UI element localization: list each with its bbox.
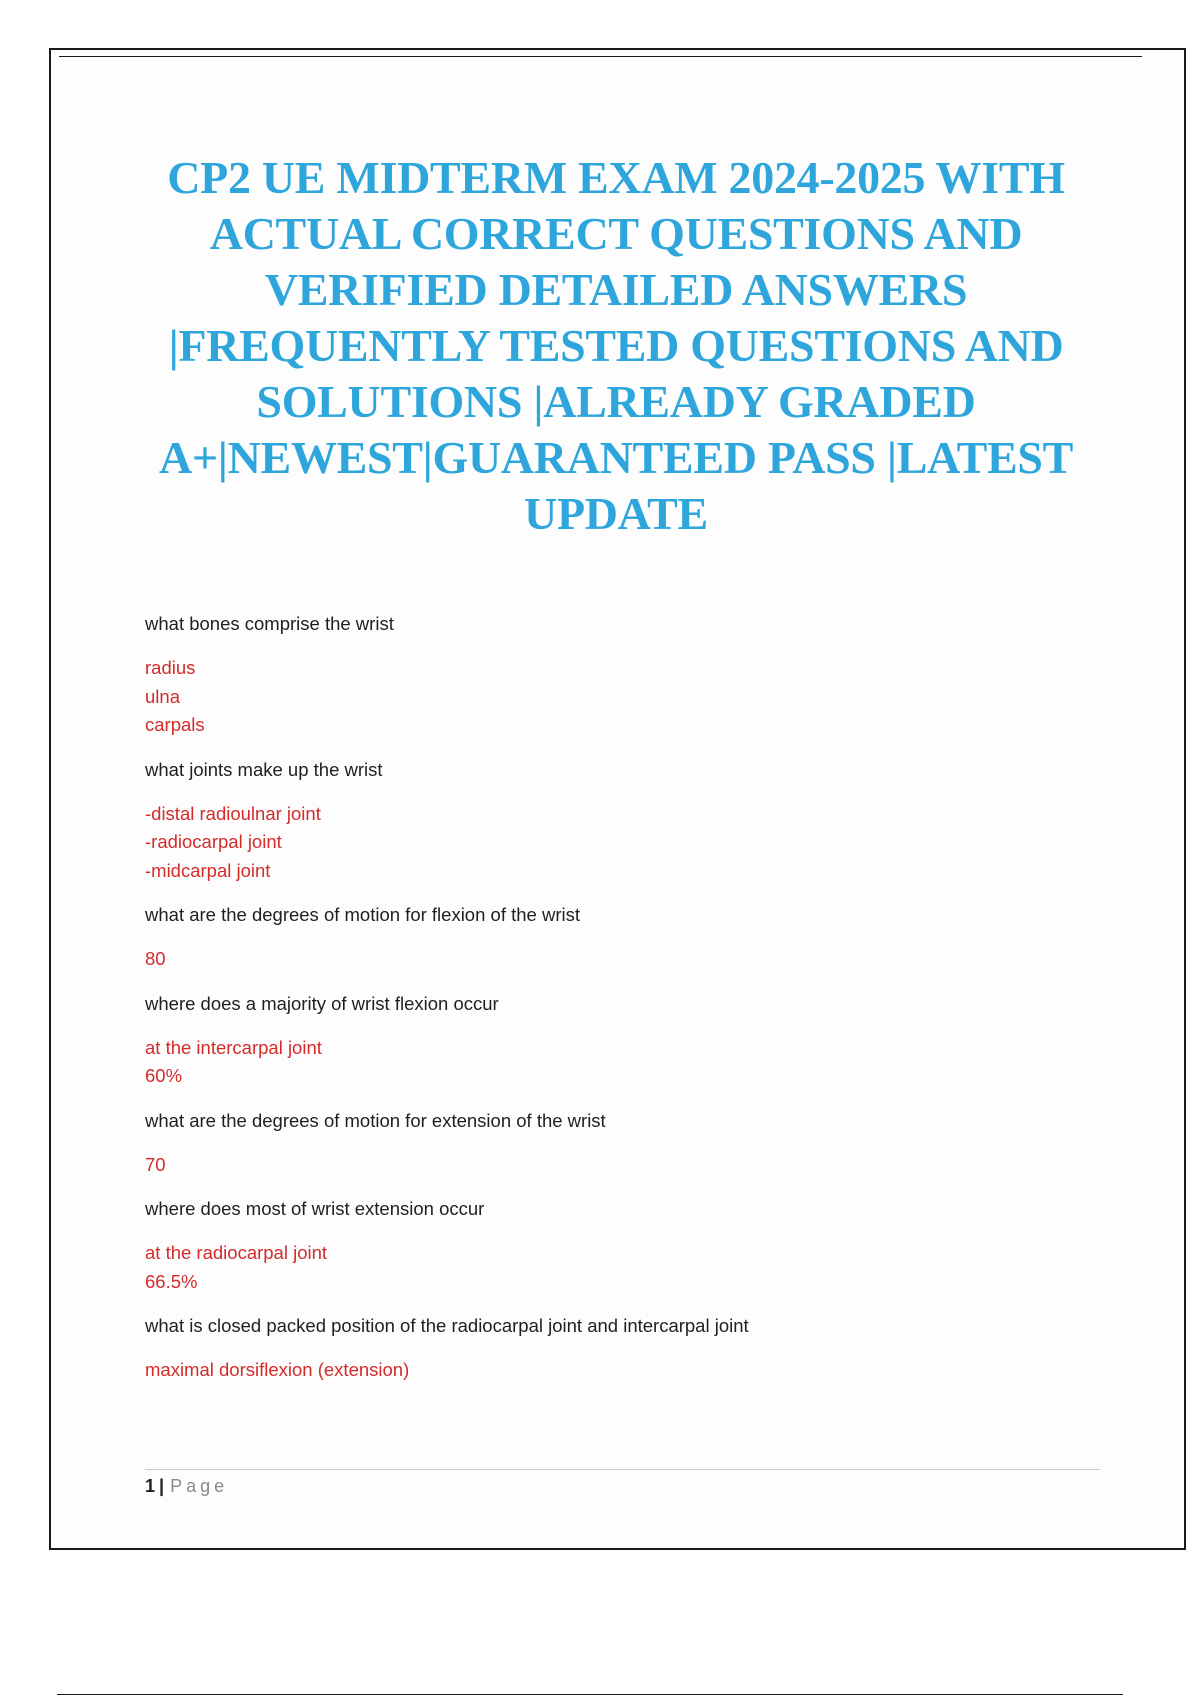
title-line: UPDATE	[524, 488, 708, 539]
qa-item	[145, 901, 1105, 974]
answer-text: 80	[145, 948, 166, 969]
answer-text: carpals	[145, 714, 205, 735]
answer-text: -distal radioulnar joint	[145, 802, 321, 824]
document-page	[49, 48, 1186, 1550]
question-text: what are the degrees of motion for flexion of the wrist	[145, 904, 580, 925]
page-label: Page	[170, 1476, 229, 1496]
question-text: what are the degrees of motion for extension of the wrist	[145, 1109, 606, 1131]
answer-text: at the radiocarpal joint	[145, 1242, 328, 1263]
page-footer	[145, 1469, 1100, 1497]
title-line: A+|NEWEST|GUARANTEED PASS |LATEST	[158, 432, 1074, 483]
qa-list	[145, 610, 1105, 1401]
question-text: what bones comprise the wrist	[145, 613, 394, 634]
answer-text: -radiocarpal joint	[145, 831, 282, 852]
answer-text: maximal dorsiflexion (extension)	[145, 1359, 410, 1380]
document-title	[111, 150, 1121, 542]
question-text: what joints make up the wrist	[145, 758, 383, 780]
answer-text: ulna	[145, 685, 180, 707]
question-text: where does a majority of wrist flexion occur	[145, 992, 499, 1014]
title-line: VERIFIED DETAILED ANSWERS	[264, 264, 968, 315]
answer-text: 70	[145, 1153, 166, 1175]
answer-text: 60%	[145, 1065, 183, 1086]
answer-block	[145, 1034, 1105, 1091]
answer-block	[145, 1239, 1105, 1296]
page-separator: |	[159, 1476, 165, 1496]
answer-block	[145, 1356, 1105, 1385]
qa-item	[145, 990, 1105, 1091]
title-line: CP2 UE MIDTERM EXAM 2024-2025 WITH	[167, 152, 1065, 203]
qa-item	[145, 1107, 1105, 1180]
title-line: ACTUAL CORRECT QUESTIONS AND	[209, 208, 1023, 259]
question-text: what is closed packed position of the radiocarpal joint and intercarpal joint	[145, 1315, 749, 1336]
answer-block	[145, 654, 1105, 740]
qa-item	[145, 756, 1105, 886]
qa-item	[145, 610, 1105, 740]
answer-text: -midcarpal joint	[145, 859, 271, 881]
title-line: |FREQUENTLY TESTED QUESTIONS AND	[168, 320, 1064, 371]
top-rule	[59, 56, 1142, 57]
question-text: where does most of wrist extension occur	[145, 1198, 485, 1219]
answer-text: at the intercarpal joint	[145, 1036, 322, 1058]
bottom-rule	[57, 1694, 1123, 1695]
page-number: 1	[145, 1476, 156, 1496]
answer-block	[145, 945, 1105, 974]
answer-block	[145, 800, 1105, 886]
answer-text: radius	[145, 657, 196, 678]
title-line: SOLUTIONS |ALREADY GRADED	[256, 376, 976, 427]
qa-item	[145, 1195, 1105, 1296]
answer-text: 66.5%	[145, 1270, 198, 1292]
answer-block	[145, 1151, 1105, 1180]
qa-item	[145, 1312, 1105, 1385]
